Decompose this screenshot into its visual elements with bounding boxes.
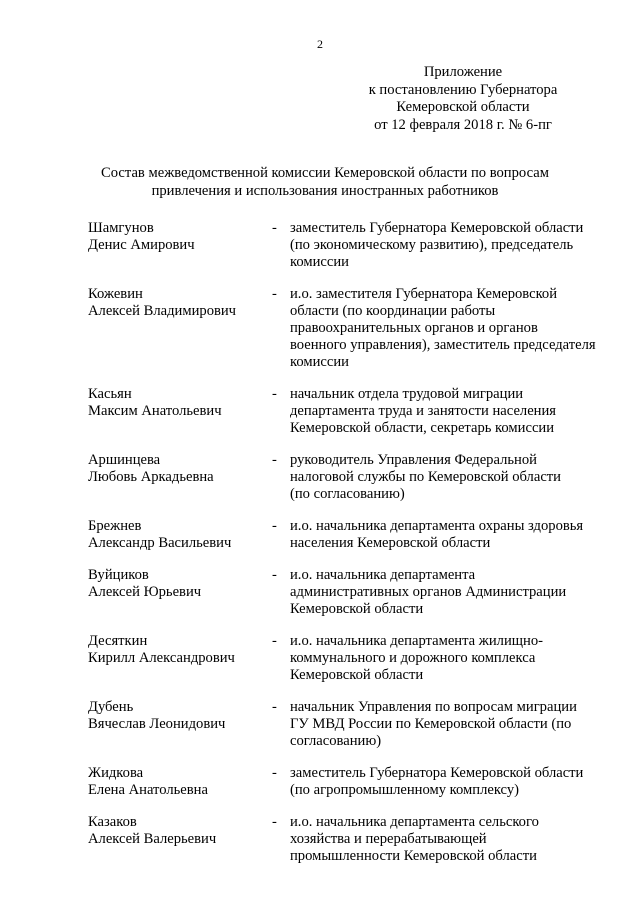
page-number: 2 bbox=[317, 37, 323, 51]
member-given-names: Елена Анатольевна bbox=[88, 782, 208, 798]
member-surname: Десяткин bbox=[88, 633, 148, 649]
appendix-date-line: от 12 февраля 2018 г. № 6-пг bbox=[374, 116, 552, 133]
member-name bbox=[88, 699, 268, 733]
role-line: Кемеровской области, секретарь комиссии bbox=[290, 420, 555, 436]
title-line: привлечения и использования иностранных работников bbox=[151, 182, 499, 199]
appendix-header bbox=[320, 64, 606, 134]
members-list bbox=[0, 220, 640, 880]
member-entry bbox=[0, 814, 640, 865]
member-surname: Брежнев bbox=[88, 518, 142, 534]
member-role bbox=[290, 633, 620, 684]
role-line: ГУ МВД России по Кемеровской области (по bbox=[290, 716, 572, 732]
appendix-line: к постановлению Губернатора bbox=[368, 81, 558, 98]
member-dash: - bbox=[272, 220, 277, 236]
role-line: административных органов Администрации bbox=[290, 584, 567, 600]
member-name bbox=[88, 518, 268, 552]
role-line: и.о. начальника департамента охраны здоровья bbox=[290, 518, 584, 534]
member-role bbox=[290, 814, 620, 865]
member-surname: Дубень bbox=[88, 699, 134, 715]
member-given-names: Кирилл Александрович bbox=[88, 650, 235, 666]
member-entry bbox=[0, 518, 640, 552]
member-given-names: Александр Васильевич bbox=[88, 535, 232, 551]
role-line: и.о. начальника департамента bbox=[290, 567, 476, 583]
member-name bbox=[88, 814, 268, 848]
role-line: коммунального и дорожного комплекса bbox=[290, 650, 536, 666]
role-line: и.о. начальника департамента сельского bbox=[290, 814, 539, 830]
role-line: и.о. начальника департамента жилищно- bbox=[290, 633, 543, 649]
member-entry bbox=[0, 633, 640, 684]
member-name bbox=[88, 633, 268, 667]
role-line: (по согласованию) bbox=[290, 486, 405, 502]
member-surname: Вуйциков bbox=[88, 567, 149, 583]
member-name bbox=[88, 286, 268, 320]
member-dash: - bbox=[272, 452, 277, 468]
member-given-names: Алексей Валерьевич bbox=[88, 831, 217, 847]
member-entry bbox=[0, 699, 640, 750]
member-role bbox=[290, 567, 620, 618]
role-line: и.о. заместителя Губернатора Кемеровской bbox=[290, 286, 558, 302]
member-surname: Шамгунов bbox=[88, 220, 154, 236]
member-name bbox=[88, 567, 268, 601]
member-name bbox=[88, 220, 268, 254]
member-surname: Жидкова bbox=[88, 765, 144, 781]
role-line: комиссии bbox=[290, 354, 349, 370]
role-line: Кемеровской области bbox=[290, 601, 424, 617]
member-role bbox=[290, 518, 620, 552]
role-line: Кемеровской области bbox=[290, 667, 424, 683]
member-given-names: Денис Амирович bbox=[88, 237, 195, 253]
role-line: начальник отдела трудовой миграции bbox=[290, 386, 524, 402]
title-line: Состав межведомственной комиссии Кемеровской области по вопросам bbox=[101, 165, 549, 181]
member-given-names: Любовь Аркадьевна bbox=[88, 469, 214, 485]
role-line: руководитель Управления Федеральной bbox=[290, 452, 537, 468]
member-given-names: Алексей Владимирович bbox=[88, 303, 237, 319]
member-given-names: Алексей Юрьевич bbox=[88, 584, 202, 600]
member-surname: Аршинцева bbox=[88, 452, 161, 468]
member-role bbox=[290, 452, 620, 503]
member-given-names: Максим Анатольевич bbox=[88, 403, 222, 419]
member-role bbox=[290, 386, 620, 437]
role-line: области (по координации работы bbox=[290, 303, 496, 319]
appendix-line: Приложение bbox=[423, 64, 503, 80]
appendix-line: Кемеровской области bbox=[396, 99, 530, 115]
member-entry bbox=[0, 386, 640, 437]
role-line: военного управления), заместитель председателя bbox=[290, 337, 596, 353]
document-title bbox=[60, 165, 590, 200]
member-dash: - bbox=[272, 286, 277, 302]
role-line: (по агропромышленному комплексу) bbox=[290, 782, 519, 798]
member-dash: - bbox=[272, 386, 277, 402]
role-line: согласованию) bbox=[290, 733, 382, 749]
role-line: промышленности Кемеровской области bbox=[290, 848, 537, 864]
member-dash: - bbox=[272, 518, 277, 534]
role-line: комиссии bbox=[290, 254, 349, 270]
role-line: начальник Управления по вопросам миграции bbox=[290, 699, 577, 715]
member-role bbox=[290, 220, 620, 271]
member-dash: - bbox=[272, 567, 277, 583]
role-line: правоохранительных органов и органов bbox=[290, 320, 538, 336]
member-surname: Кожевин bbox=[88, 286, 143, 302]
member-name bbox=[88, 386, 268, 420]
role-line: хозяйства и перерабатывающей bbox=[290, 831, 487, 847]
member-entry bbox=[0, 452, 640, 503]
member-entry bbox=[0, 286, 640, 371]
member-dash: - bbox=[272, 765, 277, 781]
member-dash: - bbox=[272, 814, 277, 830]
member-role bbox=[290, 699, 620, 750]
member-dash: - bbox=[272, 633, 277, 649]
member-entry bbox=[0, 765, 640, 799]
member-given-names: Вячеслав Леонидович bbox=[88, 716, 226, 732]
role-line: (по экономическому развитию), председатель bbox=[290, 237, 574, 253]
role-line: департамента труда и занятости населения bbox=[290, 403, 557, 419]
member-role bbox=[290, 286, 620, 371]
member-name bbox=[88, 452, 268, 486]
role-line: налоговой службы по Кемеровской области bbox=[290, 469, 561, 485]
member-entry bbox=[0, 567, 640, 618]
member-role bbox=[290, 765, 620, 799]
member-dash: - bbox=[272, 699, 277, 715]
role-line: заместитель Губернатора Кемеровской области bbox=[290, 220, 584, 236]
member-surname: Касьян bbox=[88, 386, 132, 402]
role-line: заместитель Губернатора Кемеровской области bbox=[290, 765, 584, 781]
member-name bbox=[88, 765, 268, 799]
role-line: населения Кемеровской области bbox=[290, 535, 491, 551]
member-surname: Казаков bbox=[88, 814, 137, 830]
member-entry bbox=[0, 220, 640, 271]
